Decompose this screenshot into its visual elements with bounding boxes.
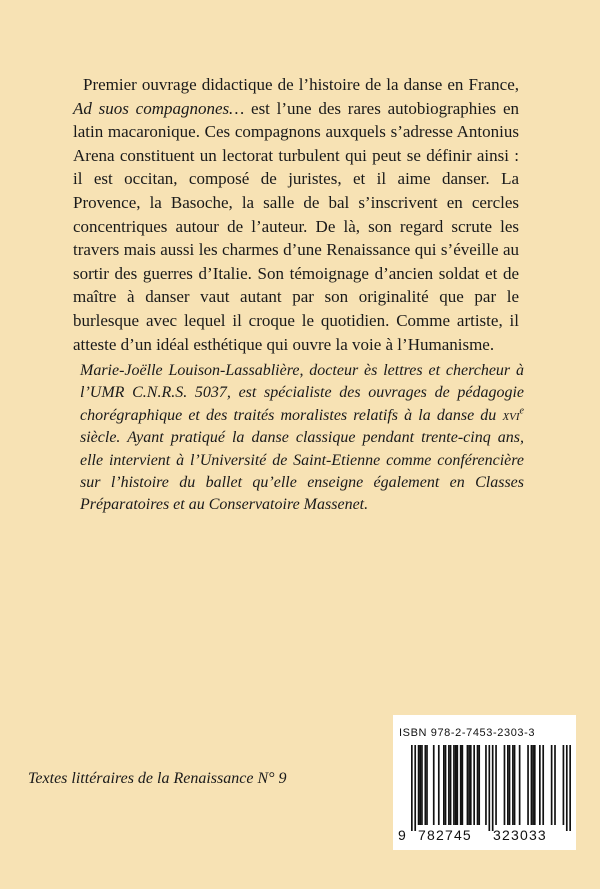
barcode-bar <box>433 745 435 825</box>
century-numeral: xvi <box>502 406 520 424</box>
barcode-bar <box>542 745 544 825</box>
barcode-bar <box>426 745 428 825</box>
barcode-guard-bar <box>566 745 568 831</box>
barcode-bar <box>485 745 487 825</box>
barcode-bar <box>419 745 421 825</box>
barcode-guard-bar <box>488 745 490 831</box>
bio-text-1: Marie-Joëlle Louison-Lassablière, docteur ès lettres et chercheur à l’UMR C.N.R.S. 5037, est spécialiste des ouvrages de pédagogie chorégraphique et des traités moralistes relatifs à la danse du <box>80 362 524 424</box>
barcode-bar <box>470 745 472 825</box>
series-title: Textes littéraires de la Renaissance N° 9 <box>28 770 287 787</box>
bio-text-2: siècle. Ayant pratiqué la danse classique pendant trente-cinq ans, elle intervient à l’Université de Saint-Etienne comme conférencière sur l’histoire du ballet qu’elle enseigne également en Classes Préparatoires et au Conservatoire Massenet. <box>80 429 524 514</box>
barcode-bar <box>519 745 521 825</box>
barcode-bar <box>534 745 536 825</box>
barcode-bar <box>527 745 529 825</box>
barcode-bar <box>504 745 506 825</box>
barcode-bar <box>509 745 511 825</box>
barcode-bar <box>554 745 556 825</box>
barcode-bar <box>448 745 450 825</box>
barcode-bar <box>512 745 514 825</box>
barcode-guard-bar <box>569 745 571 831</box>
barcode-bar <box>445 745 447 825</box>
barcode-bar <box>453 745 455 825</box>
barcode-bar <box>443 745 445 825</box>
barcode-bar <box>477 745 479 825</box>
summary-text-2: est l’une des rares autobiographies en latin macaronique. Ces compagnons auxquels s’adresse Antonius Arena constituent un lectorat turbulent qui peut se définir ainsi : il est occitan, composé de juristes, et il aime danser. La Provence, la Basoche, la salle de bal s’inscrivent en cercles concentriques autour de l’auteur. De là, son regard scrute les travers mais aussi les charmes d’une Renaissance qui s’éveille au sortir des guerres d’Italie. Son témoignage d’ancien soldat et de maître à danser vaut autant par son originalité que par le burlesque avec lequel il croque le quotidien. Comme artiste, il atteste d’un idéal esthétique qui ouvre la voie à l’Humanisme. <box>73 98 519 354</box>
ean-first-digit: 9 <box>398 827 407 843</box>
barcode-guard-bar <box>414 745 416 831</box>
summary-paragraph <box>73 73 519 356</box>
barcode-bar <box>495 745 497 825</box>
ean-right-group: 323033 <box>493 827 547 843</box>
barcode-bar <box>455 745 457 825</box>
barcode-bar <box>531 745 533 825</box>
barcode-image <box>411 745 571 833</box>
isbn-label: ISBN 978-2-7453-2303-3 <box>399 727 536 739</box>
barcode-bar <box>424 745 426 825</box>
barcode-bar <box>473 745 475 825</box>
barcode-bar <box>438 745 440 825</box>
ean-left-group: 782745 <box>418 827 472 843</box>
isbn-barcode-block <box>393 715 576 850</box>
barcode-bar <box>514 745 516 825</box>
barcode-bar <box>532 745 534 825</box>
barcode-bar <box>507 745 509 825</box>
summary-text-1: Premier ouvrage didactique de l’histoire de la danse en France, <box>83 75 519 94</box>
author-bio <box>80 360 524 517</box>
barcode-bar <box>563 745 565 825</box>
barcode-bar <box>467 745 469 825</box>
barcode-bar <box>468 745 470 825</box>
barcode-bar <box>460 745 462 825</box>
century-superscript: e <box>519 405 524 417</box>
barcode-bar <box>456 745 458 825</box>
barcode-bar <box>539 745 541 825</box>
barcode-bar <box>418 745 420 825</box>
barcode-guard-bar <box>492 745 494 831</box>
barcode-bar <box>421 745 423 825</box>
barcode-guard-bar <box>411 745 413 831</box>
book-title-italic: Ad suos compagnones… <box>73 98 245 118</box>
barcode-bar <box>462 745 464 825</box>
barcode-bar <box>478 745 480 825</box>
barcode-bar <box>551 745 553 825</box>
barcode-bar <box>450 745 452 825</box>
